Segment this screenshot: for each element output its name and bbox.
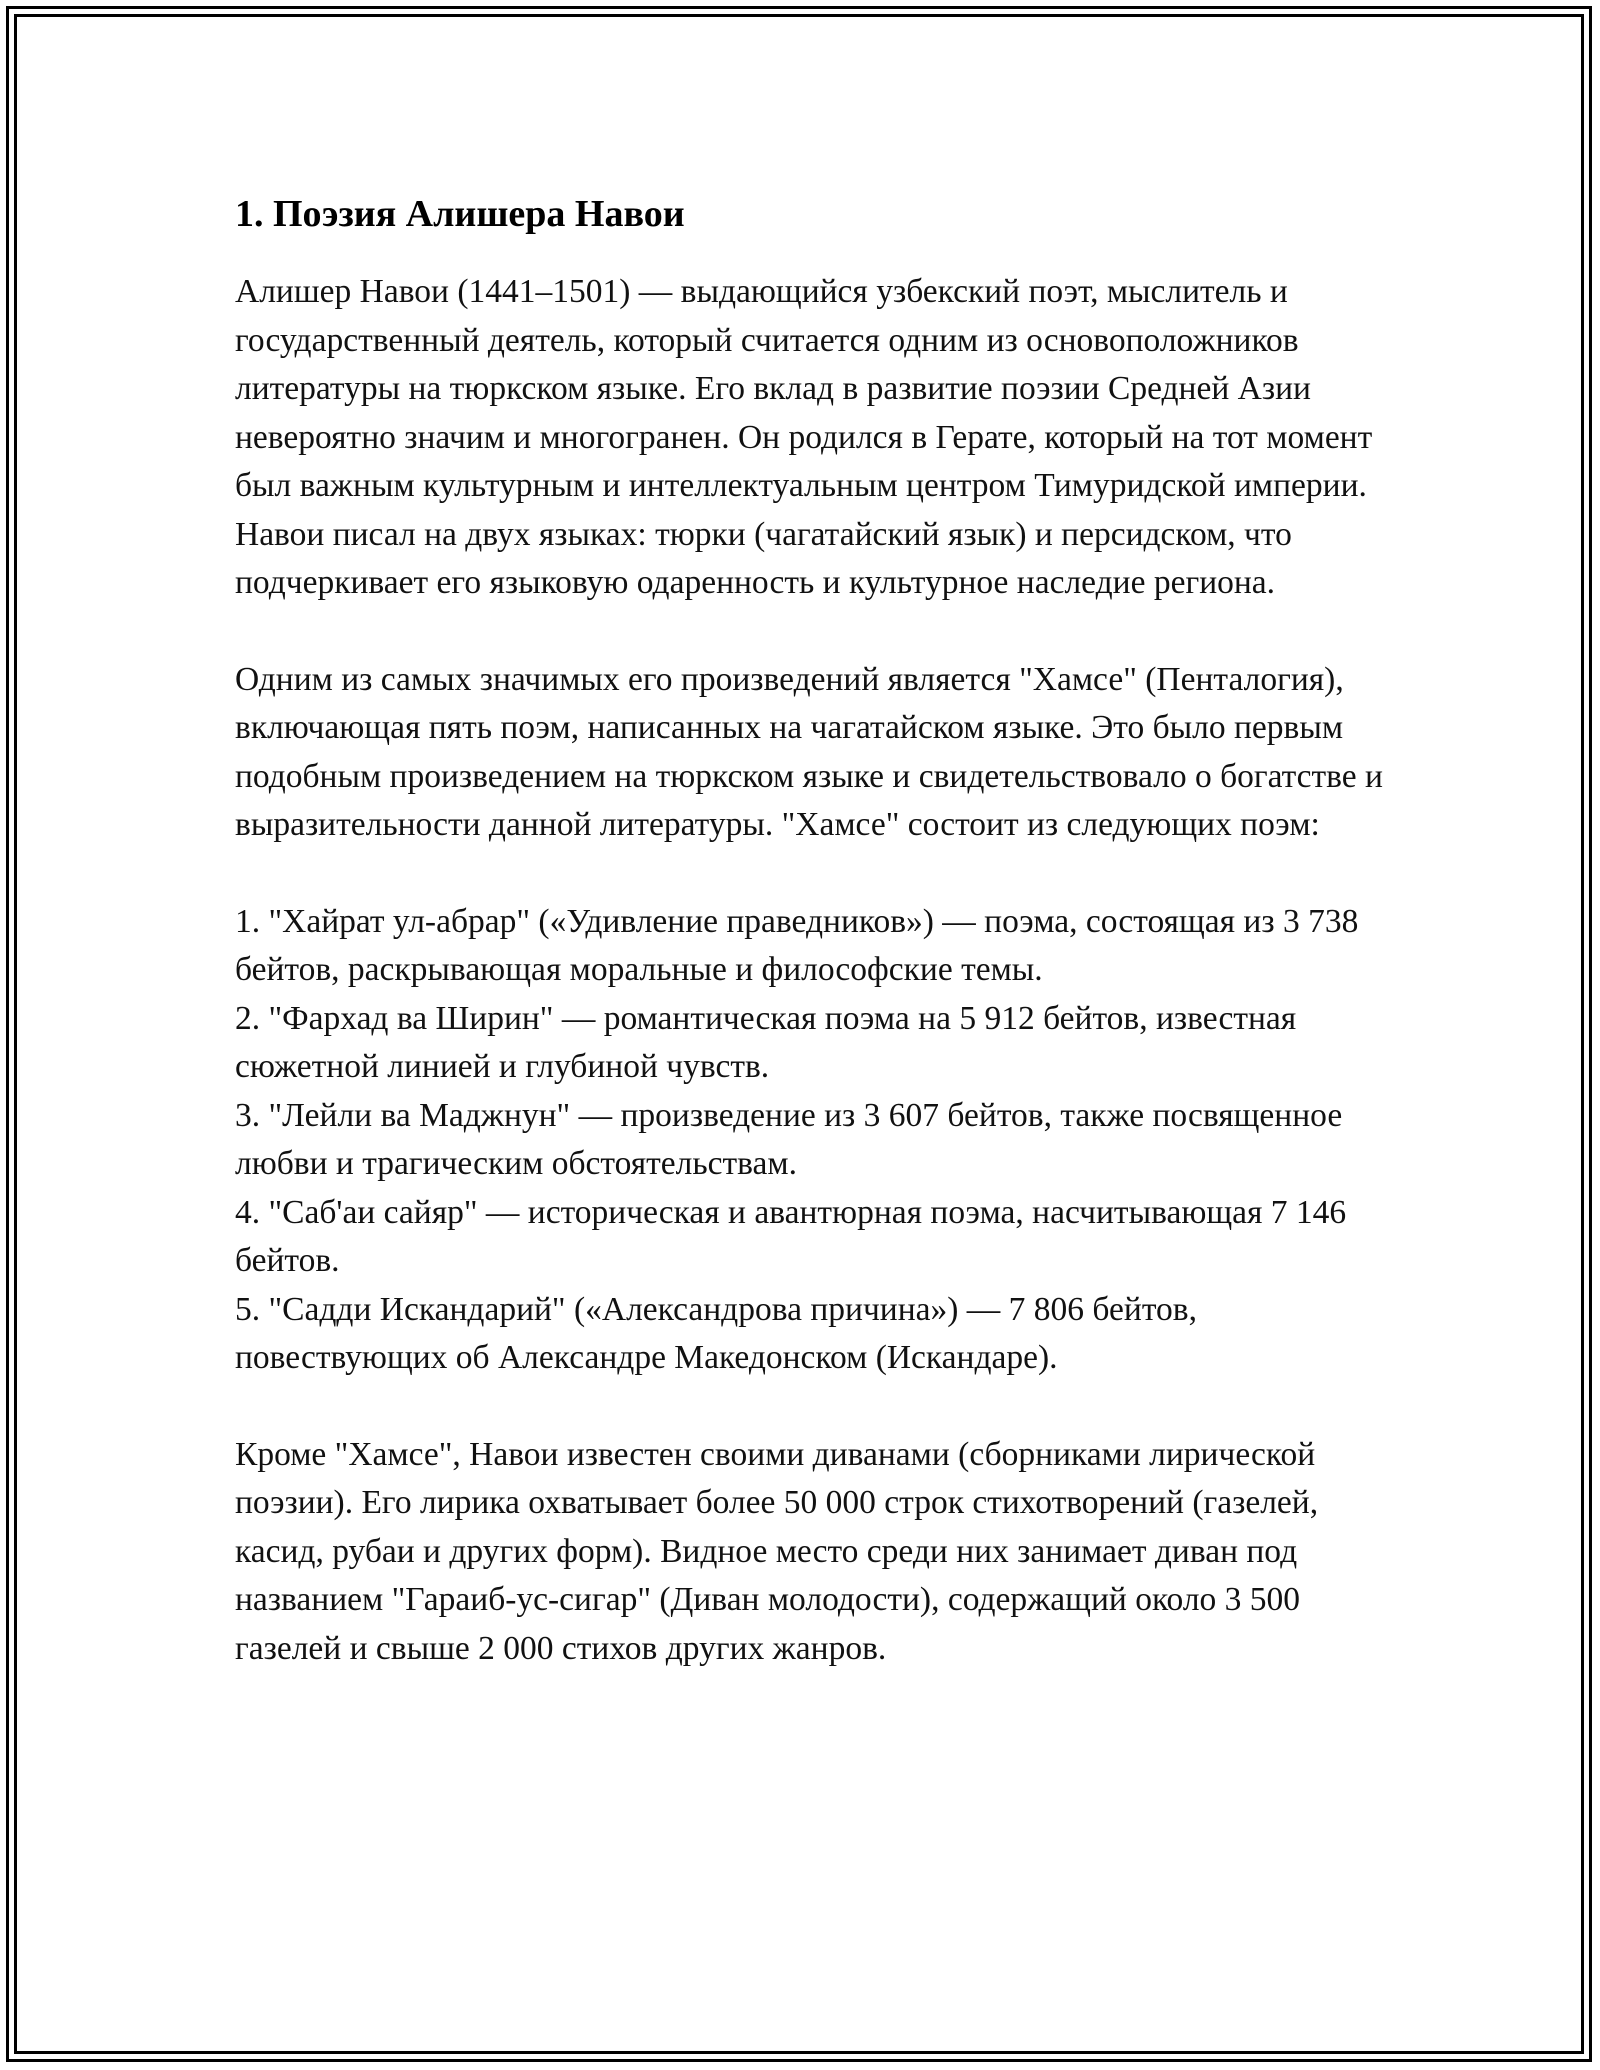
paragraph-khamsa: Одним из самых значимых его произведений является "Хамсе" (Пенталогия), включающая пять поэм, написанных на чагатайском языке. Это было первым подобным произведением на тюркском языке и свидетельствовало о богатстве и выразительности данной литературы. "Хамсе" состоит из следующих поэм:: [235, 660, 1383, 843]
paragraph-spacer: [235, 608, 1385, 656]
poem-list-item: 3. "Лейли ва Маджнун" — произведение из 3 607 бейтов, также посвященное любви и трагическим обстоятельствам.: [235, 1096, 1343, 1182]
poem-list: [235, 898, 1385, 1383]
poem-list-item: 4. "Саб'аи сайяр" — историческая и авантюрная поэма, насчитывающая 7 146 бейтов.: [235, 1193, 1347, 1279]
document-body: [235, 188, 1385, 1673]
paragraph-spacer: [235, 850, 1385, 898]
paragraph-spacer: [235, 1383, 1385, 1431]
paragraph-intro: Алишер Навои (1441–1501) — выдающийся узбекский поэт, мыслитель и государственный деятель, который считается одним из основоположников литературы на тюркском языке. Его вклад в развитие поэзии Средней Азии невероятно значим и многогранен. Он родился в Герате, который на тот момент был важным культурным и интеллектуальным центром Тимуридской империи. Навои писал на двух языках: тюрки (чагатайский язык) и персидском, что подчеркивает его языковую одаренность и культурное наследие региона.: [235, 273, 1373, 601]
poem-list-item: 1. "Хайрат ул-абрар" («Удивление праведников») — поэма, состоящая из 3 738 бейтов, раскрывающая моральные и философские темы.: [235, 902, 1359, 988]
paragraph-divans: Кроме "Хамсе", Навои известен своими диванами (сборниками лирической поэзии). Его лирика охватывает более 50 000 строк стихотворений (газелей, касид, рубаи и других форм). Видное место среди них занимает диван под названием "Гараиб-ус-сигар" (Диван молодости), содержащий около 3 500 газелей и свыше 2 000 стихов других жанров.: [235, 1435, 1319, 1667]
section-heading: 1. Поэзия Алишера Навои: [235, 193, 685, 235]
poem-list-item: 5. "Садди Искандарий" («Александрова причина») — 7 806 бейтов, повествующих об Александре Македонском (Искандаре).: [235, 1290, 1197, 1376]
poem-list-item: 2. "Фархад ва Ширин" — романтическая поэма на 5 912 бейтов, известная сюжетной линией и глубиной чувств.: [235, 999, 1297, 1085]
